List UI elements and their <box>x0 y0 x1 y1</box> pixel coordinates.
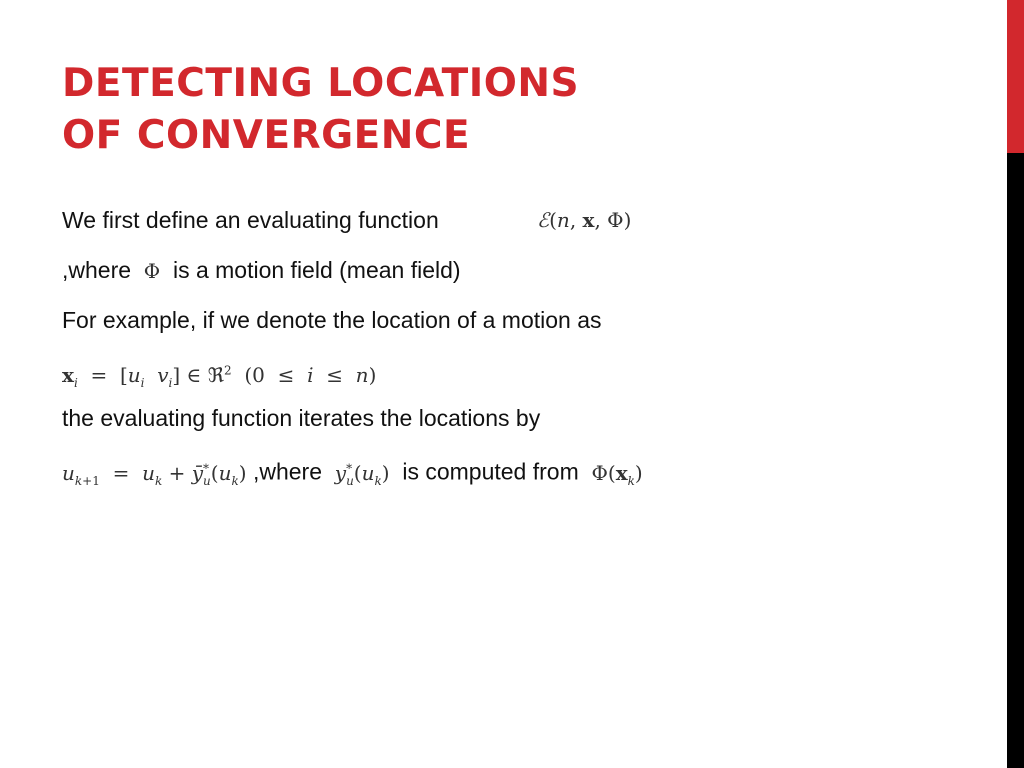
formula-evaluating-function: ℰ(n, x, Φ) <box>537 208 632 232</box>
formula-phi-xk: $\Phi(x_k)$ <box>585 460 643 488</box>
body-line-5 <box>62 403 540 433</box>
formula-phi: Φ <box>137 259 167 283</box>
body-line-4 <box>62 355 376 398</box>
accent-bar-red <box>1007 0 1024 153</box>
slide-title-line-2: OF CONVERGENCE <box>62 113 471 158</box>
slide-title-line-1: DETECTING LOCATIONS <box>62 61 580 106</box>
body-line-1 <box>62 205 632 235</box>
formula-y-star: $y^*_u(u_k)$ <box>334 460 396 488</box>
body-line-6 <box>62 453 643 496</box>
body-line-2-text: is a motion field (mean field) <box>172 257 461 283</box>
body-line-6-computed: is computed from <box>402 458 579 485</box>
slide-title <box>62 58 579 162</box>
formula-location-definition: $x_i = [u_i$ $v_i$] ∈ ℜ$^2$ (0 ≤ i ≤ n) <box>62 362 377 390</box>
body-line-3 <box>62 305 602 335</box>
body-line-2 <box>62 255 461 286</box>
body-line-6-where: ,where <box>252 458 322 485</box>
accent-bar-black <box>1007 153 1024 768</box>
body-line-5-text: the evaluating function iterates the locations by <box>62 405 541 431</box>
formula-iteration: $u_{k+1} = u_k$ + $ȳ^*_u(u_k)$ <box>62 460 247 488</box>
body-line-2-where: ,where <box>62 257 132 283</box>
body-line-3-text: For example, if we denote the location of a motion as <box>62 307 602 333</box>
body-line-1-text: We first define an evaluating function <box>62 207 439 233</box>
